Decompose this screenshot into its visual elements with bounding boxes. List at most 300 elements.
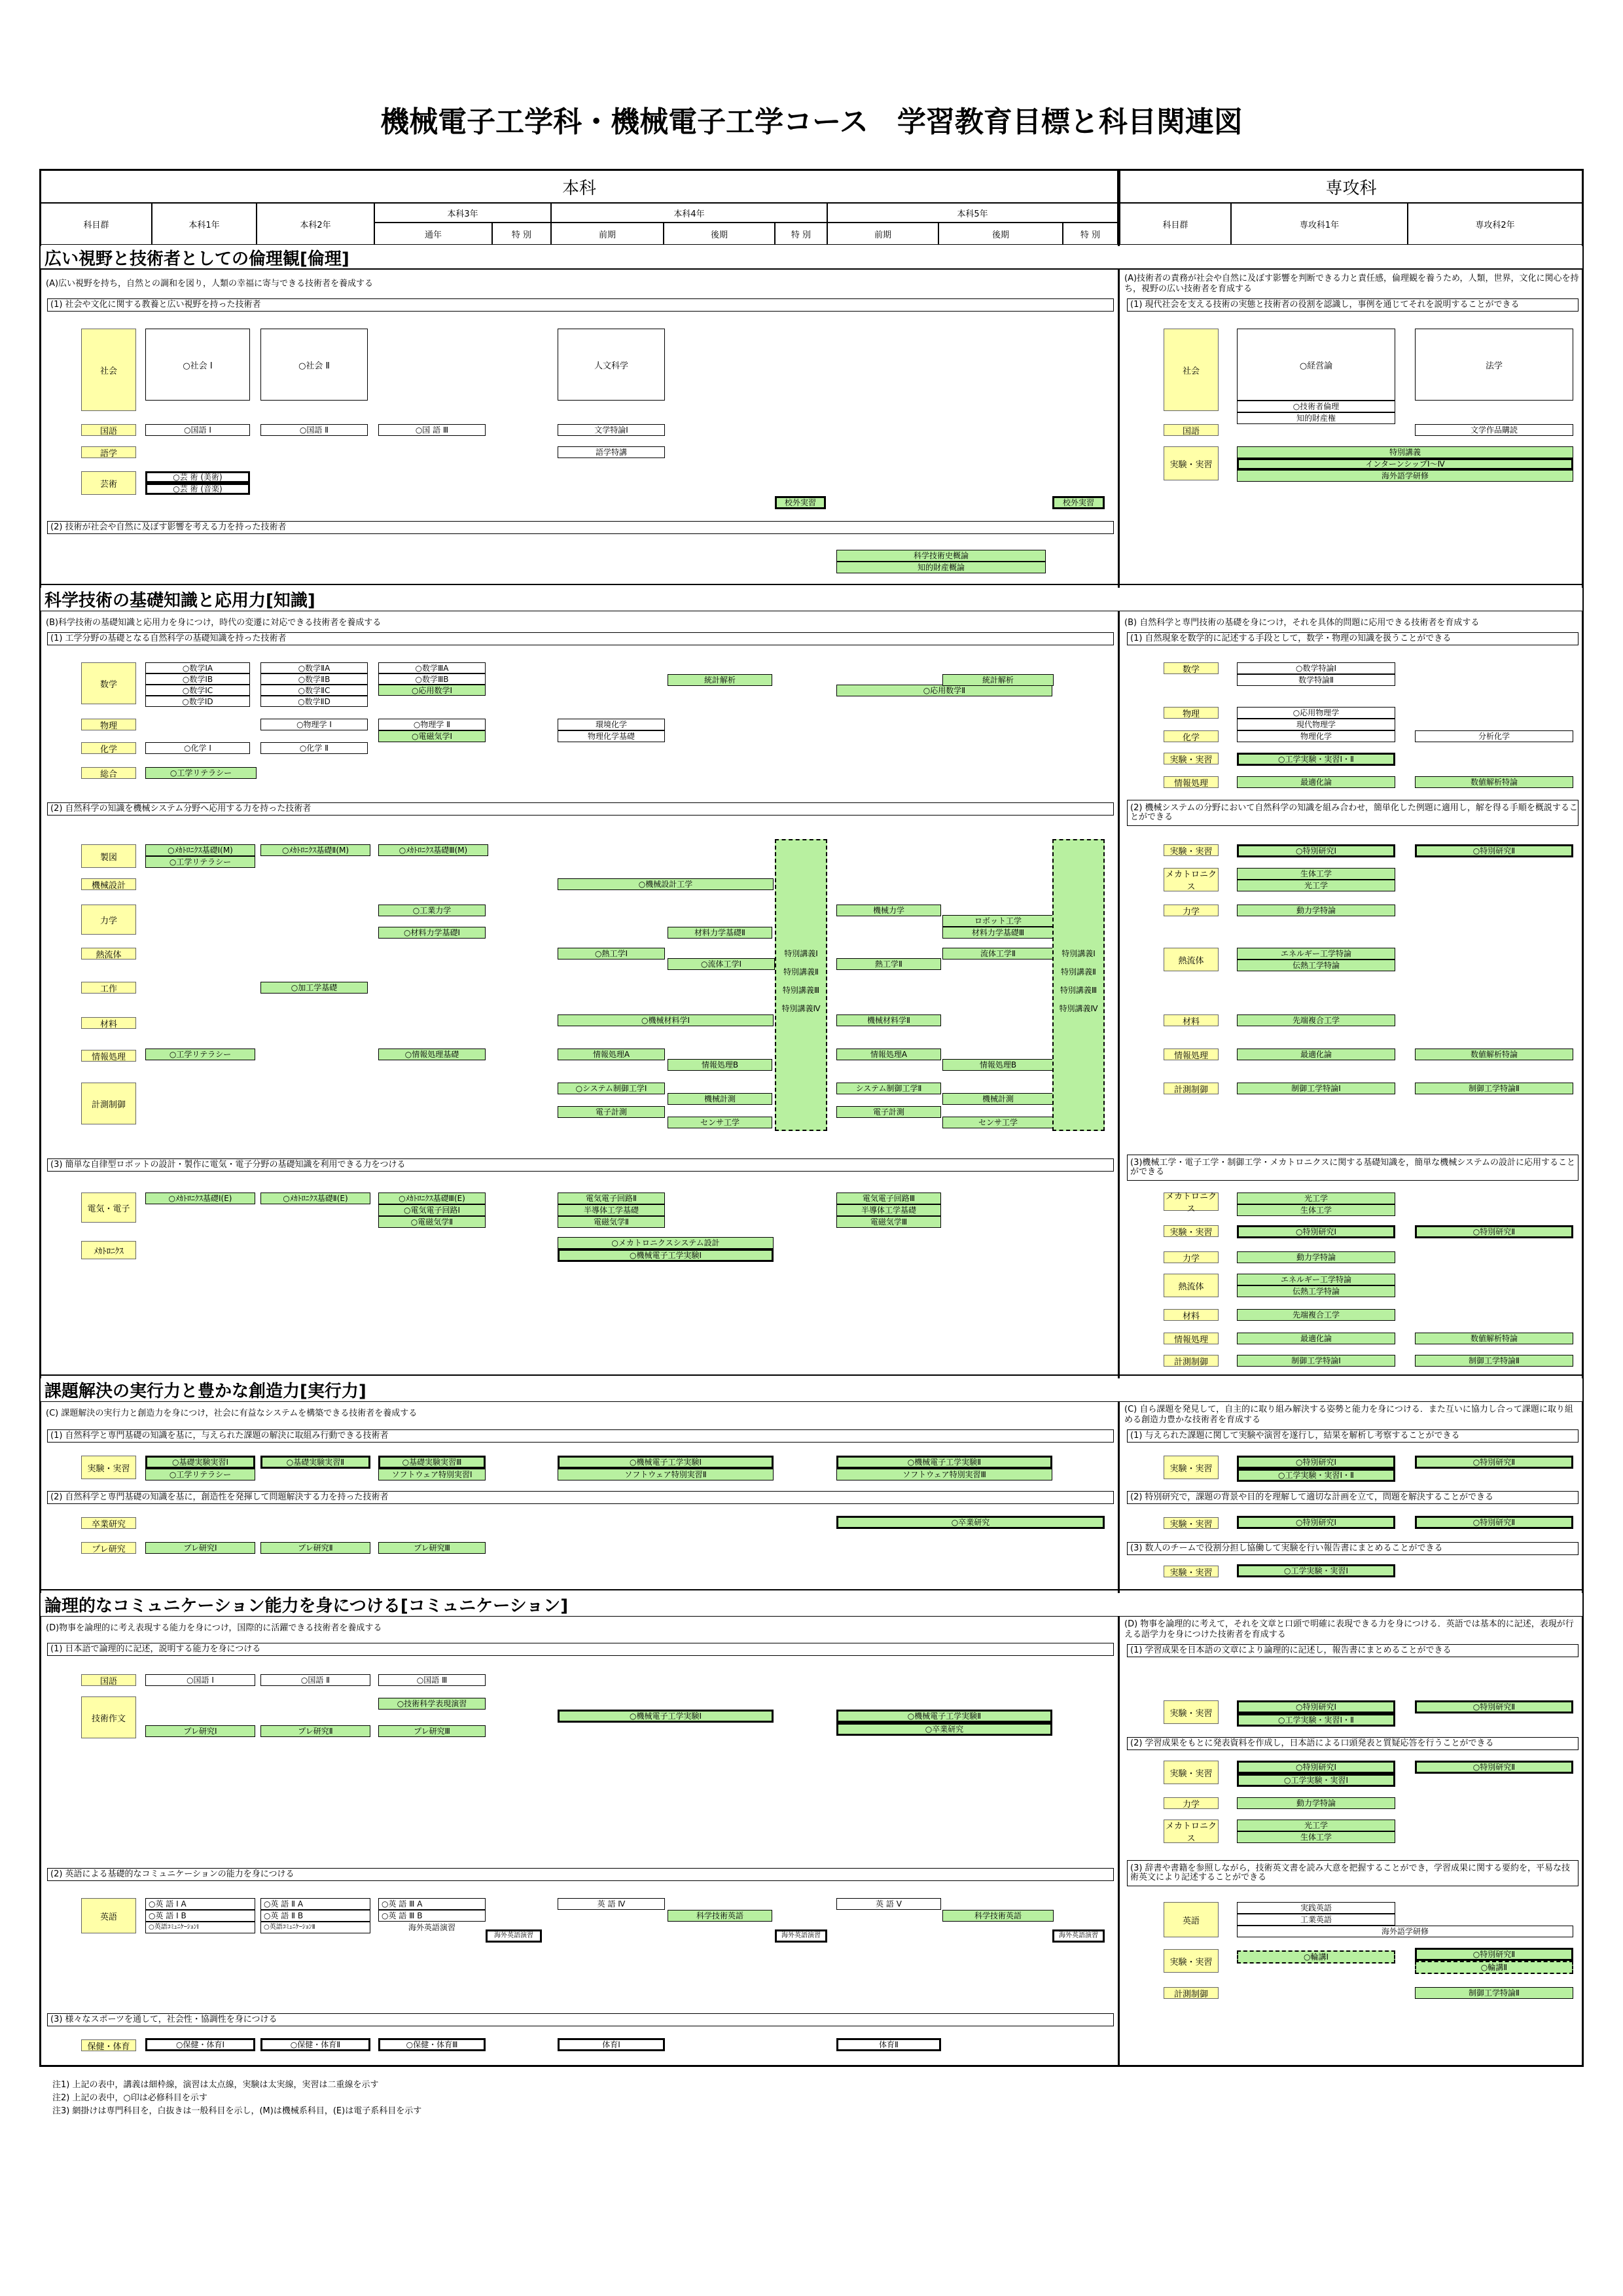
cat-kikai-sekkei: 機械設計 — [81, 878, 136, 890]
course-hikari-d: 光工学 — [1237, 1820, 1395, 1831]
section-b-title-text: 科学技術の基礎知識と応用力[知識] — [45, 591, 315, 611]
course-kogaku-jikken1c: ○工学実験・実習Ⅰ — [1237, 1564, 1395, 1577]
course-tokken2c: ○特別研究Ⅱ — [1415, 1456, 1573, 1469]
course-kogyo-rikigaku: ○工業力学 — [378, 905, 486, 916]
course-kikai-jikken2c: ○機械電子工学実験Ⅱ — [836, 1456, 1052, 1469]
course-kokugo1: ○国語 Ⅰ — [145, 424, 250, 436]
cat-gogaku: 語学 — [81, 446, 136, 458]
section-b-sub2-right: (2) 機械システムの分野において自然科学の知識を組み合わせ，簡単化した例題に適用し，解を得る手順を概説することができる — [1127, 800, 1578, 826]
section-c-sub1-right: (1) 与えられた課題に関して実験や演習を遂行し，結果を解析し考察することができる — [1127, 1429, 1578, 1443]
course-kokugo1d: ○国語 Ⅰ — [145, 1674, 255, 1686]
course-kikai-zairyo2: 機械材料学Ⅱ — [836, 1014, 941, 1026]
course-literacy3: ○工学リテラシー — [145, 1049, 255, 1060]
course-sotsuken: ○卒業研究 — [836, 1516, 1105, 1529]
cat-sugaku-s: 数学 — [1164, 662, 1219, 674]
course-saitekika: 最適化論 — [1237, 776, 1395, 788]
course-eigo1b: ○英 語 Ⅰ B — [145, 1910, 255, 1922]
course-oyo-butsuri: ○応用物理学 — [1237, 707, 1395, 719]
divider — [41, 1374, 1582, 1376]
cat-netsu: 熱流体 — [81, 948, 136, 960]
course-shakai2: ○社会 Ⅱ — [260, 329, 368, 401]
cat-mecha-s: メカトロニクス — [1164, 868, 1219, 891]
section-b-desc-right: (B) 自然科学と専門技術の基礎を身につけ，それを具体的問題に応用できる技術者を育成する — [1124, 618, 1480, 628]
section-b-sub2-left: (2) 自然科学の知識を機械システム分野へ応用する力を持った技術者 — [47, 802, 1114, 816]
cat-joho-s3: 情報処理 — [1164, 1333, 1219, 1344]
course-dennetsu2: 伝熱工学特論 — [1237, 1285, 1395, 1297]
special-lecture-3: 特別講義Ⅲ — [782, 986, 820, 995]
cat-kagaku-s: 化学 — [1164, 730, 1219, 742]
special-lecture-4: 特別講義Ⅳ — [781, 1004, 821, 1013]
cat-jikken-c-s3: 実験・実習 — [1164, 1566, 1219, 1577]
cat-sugaku: 数学 — [81, 662, 136, 704]
section-b-sub1-right: (1) 自然現象を数学的に記述する手段として，数学・物理の知識を扱うことができる — [1127, 632, 1578, 645]
cat-denki: 電気・電子 — [81, 1193, 136, 1223]
section-d-desc-left: (D)物事を論理的に考え表現する能力を身につけ，国際的に活躍できる技術者を養成する — [46, 1623, 382, 1633]
section-d-desc-right: (D) 物事を論理的に考えて，それを文章と口頭で明確に表現できる力を身につける．英語では基本的に記述，表現が行える語学力を身につけた技術者を育成する — [1124, 1619, 1574, 1640]
course-tokubetsu-kogi: 特別講義 — [1237, 446, 1573, 458]
course-eigo-comm2: ○英語ｺﾐｭﾆｹｰｼｮﾝⅡ — [260, 1922, 370, 1933]
header-year4: 本科4年 — [551, 203, 827, 223]
course-robot: ロボット工学 — [942, 915, 1054, 927]
course-netsu2: 熱工学Ⅱ — [836, 958, 941, 970]
course-tokken1d2: ○特別研究Ⅰ — [1237, 1761, 1395, 1774]
course-oyo-math2: ○応用数学Ⅱ — [836, 685, 1052, 696]
header-year3-tsunen: 通年 — [374, 223, 492, 245]
course-doriki-tokuron: 動力学特論 — [1237, 905, 1395, 916]
cat-keisoku-d: 計測制御 — [1164, 1987, 1219, 1999]
course-sentan2: 先端複合工学 — [1237, 1309, 1395, 1321]
special-lecture-4: 特別講義Ⅳ — [1059, 1004, 1098, 1013]
header-year2: 本科2年 — [257, 203, 374, 245]
course-math3a: ○数学ⅢA — [378, 662, 486, 673]
course-pre2d: プレ研究Ⅱ — [260, 1725, 370, 1737]
course-eigo2a: ○英 語 Ⅱ A — [260, 1898, 370, 1910]
section-b-title — [41, 588, 1582, 611]
section-a-sub2-left: (2) 技術が社会や自然に及ぼす影響を考える力を持った技術者 — [47, 521, 1114, 534]
section-b-sub3-left: (3) 簡単な自律型ロボットの設計・製作に電気・電子分野の基礎知識を利用できる力をつける — [47, 1158, 1114, 1172]
section-b-desc-left: (B)科学技術の基礎知識と応用力を身につけ，時代の変遷に対応できる技術者を養成する — [46, 618, 382, 628]
course-tokken1c: ○特別研究Ⅰ — [1237, 1456, 1395, 1469]
cat-rikigaku-s2: 力学 — [1164, 1251, 1219, 1263]
course-math2a: ○数学ⅡA — [260, 662, 368, 673]
course-geijutsu-ongaku: ○芸 術 (音楽) — [145, 483, 250, 495]
course-math2c: ○数学ⅡC — [260, 685, 368, 696]
course-keiei: ○経営論 — [1237, 329, 1395, 401]
course-denshi-keisoku4: 電子計測 — [558, 1106, 665, 1118]
course-ryutai2: 流体工学Ⅱ — [942, 948, 1054, 960]
cat-kousaku: 工作 — [81, 982, 136, 994]
footnotes — [52, 2079, 1230, 2118]
cat-rikigaku-s: 力学 — [1164, 905, 1219, 916]
course-sotsuken-d: ○卒業研究 — [836, 1723, 1052, 1736]
course-tokken1c2: ○特別研究Ⅰ — [1237, 1516, 1395, 1529]
course-kikai-jikken1c: ○機械電子工学実験Ⅰ — [558, 1456, 774, 1469]
header-s2: 専攻科2年 — [1408, 203, 1582, 245]
course-denjiki2b: 電磁気学Ⅱ — [558, 1216, 665, 1228]
section-a-title-text: 広い視野と技術者としての倫理観[倫理] — [45, 249, 349, 269]
cat-jikken-b2: 実験・実習 — [1164, 844, 1219, 856]
course-eigo1a: ○英 語 Ⅰ A — [145, 1898, 255, 1910]
section-a-desc-left: (A)広い視野を持ち，自然との調和を図り，人類の幸福に寄与できる技術者を養成する — [46, 279, 374, 289]
course-kokugo3: ○国 語 Ⅲ — [378, 424, 486, 436]
section-d-sub3-right: (3) 辞書や書籍を参照しながら，技術英文書を読み大意を把握することができ，学習成果に関する要約を，平易な技術英文により記述することができる — [1127, 1860, 1578, 1886]
header-s1: 専攻科1年 — [1231, 203, 1408, 245]
course-denki-kairo2: 電気電子回路Ⅱ — [558, 1193, 665, 1204]
course-tokken2c2: ○特別研究Ⅱ — [1415, 1516, 1573, 1529]
section-c-desc-right: (C) 自ら課題を発見して，自主的に取り組み解決する姿勢と能力を身につける．また互いに協力し合って課題に取り組める創造力豊かな技術者を育成する — [1124, 1405, 1573, 1425]
course-tokken2e: ○特別研究Ⅱ — [1415, 1948, 1573, 1961]
course-doriki2: 動力学特論 — [1237, 1251, 1395, 1263]
cat-shakai-s: 社会 — [1164, 329, 1219, 411]
course-kikai-jikken2d: ○機械電子工学実験Ⅱ — [836, 1710, 1052, 1723]
cat-jikken-c-s2: 実験・実習 — [1164, 1517, 1219, 1529]
course-suchi3: 数値解析特論 — [1415, 1333, 1573, 1344]
header-senkoka: 専攻科 — [1120, 170, 1582, 203]
header-year4-zenki: 前期 — [551, 223, 664, 245]
course-kagaku-eigo4: 科学技術英語 — [668, 1910, 772, 1922]
course-joho-kiso: ○情報処理基礎 — [378, 1049, 486, 1060]
cat-netsu-s2: 熱流体 — [1164, 1274, 1219, 1297]
course-kikai-keisoku5: 機械計測 — [942, 1093, 1054, 1105]
course-sensor5: センサ工学 — [942, 1117, 1054, 1128]
course-literacy4: ○工学リテラシー — [145, 1469, 255, 1480]
course-chiteki: 知的財産権 — [1237, 412, 1395, 424]
special-lecture-1: 特別講義Ⅰ — [784, 949, 818, 958]
divider — [41, 584, 1582, 585]
course-software3: ソフトウェア特別実習Ⅲ — [836, 1469, 1052, 1480]
cat-jikken-b: 実験・実習 — [1164, 753, 1219, 764]
course-handotai5: 半導体工学基礎 — [836, 1204, 941, 1216]
course-kokugo3d: ○国語 Ⅲ — [378, 1674, 486, 1686]
course-energy2: エネルギー工学特論 — [1237, 1274, 1395, 1285]
section-a-title — [41, 246, 1582, 270]
course-zairiki3: 材料力学基礎Ⅲ — [942, 927, 1054, 939]
course-kankyo-kagaku: 環境化学 — [558, 719, 665, 730]
course-math1b: ○数学ⅠB — [145, 673, 250, 685]
course-taiiku5: 体育Ⅱ — [836, 2038, 941, 2051]
course-doriki-d: 動力学特論 — [1237, 1797, 1395, 1809]
footnote-1: 注1) 上記の表中，講義は細枠線，演習は太点線，実験は太実線，実習は二重線を示す — [52, 2080, 379, 2090]
course-energy: エネルギー工学特論 — [1237, 948, 1395, 960]
course-dennetsu: 伝熱工学特論 — [1237, 960, 1395, 971]
course-seitai2: 生体工学 — [1237, 1204, 1395, 1216]
course-tokken1d: ○特別研究Ⅰ — [1237, 1700, 1395, 1713]
header-kamokugun: 科目群 — [41, 203, 152, 245]
cat-geijutsu: 芸術 — [81, 471, 136, 495]
course-joho-a5: 情報処理A — [836, 1049, 941, 1060]
course-kikai-jikken1d: ○機械電子工学実験Ⅰ — [558, 1710, 774, 1723]
course-tokken2d2: ○特別研究Ⅱ — [1415, 1761, 1573, 1774]
cat-rikigaku: 力学 — [81, 905, 136, 935]
course-kagaku-shi: 科学技術史概論 — [836, 550, 1046, 562]
course-geijutsu-bijutsu: ○芸 術 (美術) — [145, 471, 250, 483]
course-kogai2: 校外実習 — [1052, 496, 1105, 509]
special-lecture-column-4 — [775, 839, 827, 1131]
cat-joho-s2: 情報処理 — [1164, 1049, 1219, 1060]
course-kiso-jikken1: ○基礎実験実習Ⅰ — [145, 1456, 255, 1469]
cat-butsuri-s: 物理 — [1164, 707, 1219, 719]
section-d-sub2-right: (2) 学習成果をもとに発表資料を作成し，日本語による口頭発表と質疑応答を行うことができる — [1127, 1737, 1578, 1750]
course-kogaku-literacy2: ○工学リテラシー — [145, 856, 255, 868]
course-taiiku3: ○保健・体育Ⅲ — [378, 2038, 486, 2051]
cat-keisoku-s: 計測制御 — [1164, 1083, 1219, 1094]
course-tokken1b: ○特別研究Ⅰ — [1237, 1225, 1395, 1238]
cat-kokugo: 国語 — [81, 424, 136, 436]
course-zairiki1: ○材料力学基礎Ⅰ — [378, 927, 486, 939]
divider — [41, 268, 1582, 269]
course-pre2: プレ研究Ⅱ — [260, 1542, 370, 1554]
cat-eigo: 英語 — [81, 1898, 136, 1933]
section-d-title — [41, 1593, 1582, 1617]
header-year5: 本科5年 — [827, 203, 1118, 223]
cat-kokugo-d: 国語 — [81, 1674, 136, 1686]
course-chiteki-gairon: 知的財産概論 — [836, 562, 1046, 573]
cat-jikken-c-s: 実験・実習 — [1164, 1456, 1219, 1479]
course-gijutsusha-rinri: ○技術者倫理 — [1237, 401, 1395, 412]
cat-mecha-d: メカトロニクス — [1164, 1820, 1219, 1843]
course-kagaku-eigo5: 科学技術英語 — [942, 1910, 1054, 1922]
course-handotai4: 半導体工学基礎 — [558, 1204, 665, 1216]
header-year1: 本科1年 — [152, 203, 257, 245]
course-kikai-zairyo1: ○機械材料学Ⅰ — [558, 1014, 774, 1026]
cat-sotsuken: 卒業研究 — [81, 1517, 136, 1529]
cat-sogo: 総合 — [81, 767, 136, 779]
course-saitekika3: 最適化論 — [1237, 1333, 1395, 1344]
course-kogaku-literacy: ○工学リテラシー — [145, 767, 257, 779]
course-eigo4: 英 語 Ⅳ — [558, 1898, 665, 1910]
course-seigyo2b: 制御工学特論Ⅱ — [1415, 1355, 1573, 1367]
course-math2b: ○数学ⅡB — [260, 673, 368, 685]
header-year3-tokubetsu: 特 別 — [492, 223, 551, 245]
cat-jikken-b3: 実験・実習 — [1164, 1225, 1219, 1237]
course-denjiki1: ○電磁気学Ⅰ — [378, 730, 486, 742]
course-sentan: 先端複合工学 — [1237, 1014, 1395, 1026]
section-d-sub3-left: (3) 様々なスポーツを通して，社会性・協調性を身につける — [47, 2013, 1114, 2026]
special-lecture-column-5 — [1052, 839, 1105, 1131]
course-kagaku1: ○化学 Ⅰ — [145, 742, 250, 754]
course-shakai1: ○社会 Ⅰ — [145, 329, 250, 401]
special-lecture-2: 特別講義Ⅱ — [783, 967, 819, 977]
course-mecha-kiso3e: ○ﾒｶﾄﾛﾆｸｽ基礎Ⅲ(E) — [378, 1193, 486, 1204]
course-tokei1: 統計解析 — [668, 674, 772, 686]
course-denshi-keisoku5: 電子計測 — [836, 1106, 941, 1118]
divider — [41, 1589, 1582, 1590]
cat-kokugo-s: 国語 — [1164, 424, 1219, 436]
course-kokugo2d: ○国語 Ⅱ — [260, 1674, 370, 1686]
cat-joho: 情報処理 — [81, 1050, 136, 1062]
footnote-3: 注3) 網掛けは専門科目を，白抜きは一般科目を示し，(M)は機械系科目，(E)は電子系科目を示す — [52, 2106, 422, 2116]
cat-pre: プレ研究 — [81, 1542, 136, 1554]
section-a-desc-right: (A)技術者の責務が社会や自然に及ぼす影響を判断できる力と責任感，倫理観を養うため，人類，世界，文化に関心を持ち，視野の広い技術者を育成する — [1124, 274, 1579, 294]
course-sensor4: センサ工学 — [668, 1117, 772, 1128]
header-honka: 本科 — [41, 170, 1118, 203]
header-year4-kouki: 後期 — [664, 223, 775, 245]
course-seigyo-tokuron1: 制御工学特論Ⅰ — [1237, 1083, 1395, 1094]
course-kikai-keisoku4: 機械計測 — [668, 1093, 772, 1105]
cat-hoken: 保健・体育 — [81, 2039, 136, 2051]
column-divider — [1118, 169, 1120, 2067]
section-a-sub1-right: (1) 現代社会を支える技術の実態と技術者の役割を認識し，事例を通じてそれを説明することができる — [1127, 298, 1578, 312]
cat-shakai: 社会 — [81, 329, 136, 411]
course-jissen-eigo: 実践英語 — [1237, 1902, 1395, 1914]
course-seigyo1b: 制御工学特論Ⅰ — [1237, 1355, 1395, 1367]
course-denjiki2: ○電磁気学Ⅱ — [378, 1216, 486, 1228]
course-bungaku-kodoku: 文学作品購読 — [1415, 424, 1573, 436]
course-kogaku-jikken-d: ○工学実験・実習Ⅰ・Ⅱ — [1237, 1713, 1395, 1727]
section-b-sub1-left: (1) 工学分野の基礎となる自然科学の基礎知識を持った技術者 — [47, 632, 1114, 645]
course-eigo2b: ○英 語 Ⅱ B — [260, 1910, 370, 1922]
course-software1: ソフトウェア特別実習Ⅰ — [378, 1469, 486, 1480]
course-kikai-rikigaku: 機械力学 — [836, 905, 941, 916]
course-sys-seigyo2: システム制御工学Ⅱ — [836, 1083, 941, 1094]
course-kiso-jikken3: ○基礎実験実習Ⅲ — [378, 1456, 486, 1469]
cat-jikken-d: 実験・実習 — [1164, 1700, 1219, 1724]
section-c-sub2-left: (2) 自然科学と専門基礎の知識を基に，創造性を発揮して問題解決する力を持った技術者 — [47, 1491, 1114, 1504]
course-mecha-kiso1e: ○ﾒｶﾄﾛﾆｸｽ基礎Ⅰ(E) — [145, 1193, 255, 1204]
header-year4-tokubetsu: 特 別 — [775, 223, 827, 245]
course-internship: インターンシップⅠ～Ⅳ — [1237, 458, 1573, 470]
course-tokken1: ○特別研究Ⅰ — [1237, 844, 1395, 857]
cat-zairyo-s2: 材料 — [1164, 1309, 1219, 1321]
cat-butsuri: 物理 — [81, 719, 136, 730]
course-denki-kairo1: ○電気電子回路Ⅰ — [378, 1204, 486, 1216]
course-taiiku4: 体育Ⅰ — [558, 2038, 665, 2051]
section-c-sub2-right: (2) 特別研究で，課題の背景や目的を理解して適切な計画を立て，問題を解決することができる — [1127, 1491, 1578, 1504]
course-math2d: ○数学ⅡD — [260, 696, 368, 707]
course-bunseki: 分析化学 — [1415, 730, 1573, 742]
section-d-title-text: 論理的なコミュニケーション能力を身につける[コミュニケーション] — [45, 1596, 569, 1616]
course-denjiki3: 電磁気学Ⅲ — [836, 1216, 941, 1228]
course-taiiku1: ○保健・体育Ⅰ — [145, 2038, 255, 2051]
header-year5-zenki: 前期 — [827, 223, 938, 245]
course-eigo-comm1: ○英語ｺﾐｭﾆｹｰｼｮﾝⅠ — [145, 1922, 255, 1933]
course-bungaku: 文学特論Ⅰ — [558, 424, 665, 436]
course-jinbun: 人文科学 — [558, 329, 665, 401]
course-pre1: プレ研究Ⅰ — [145, 1542, 255, 1554]
course-oyo-math1: ○応用数学Ⅰ — [378, 685, 486, 696]
section-c-title-text: 課題解決の実行力と豊かな創造力[実行力] — [45, 1382, 366, 1401]
course-kikai-denshi-jikken1: ○機械電子工学実験Ⅰ — [558, 1249, 774, 1262]
course-kaigai-eigo3: 海外英語演習 — [378, 1922, 486, 1933]
cat-rikigaku-d: 力学 — [1164, 1797, 1219, 1809]
course-kogyo-eigo: 工業英語 — [1237, 1914, 1395, 1926]
course-software2: ソフトウェア特別実習Ⅱ — [558, 1469, 774, 1480]
course-saitekika2: 最適化論 — [1237, 1049, 1395, 1060]
course-seigyo2d: 制御工学特論Ⅱ — [1415, 1987, 1573, 1999]
header-s-kamokugun: 科目群 — [1120, 203, 1231, 245]
course-kogaku-jikken-c: ○工学実験・実習Ⅰ・Ⅱ — [1237, 1469, 1395, 1482]
course-pre3: プレ研究Ⅲ — [378, 1542, 486, 1554]
course-kakogaku: ○加工学基礎 — [260, 982, 368, 994]
course-ryutai1: ○流体工学Ⅰ — [668, 958, 775, 970]
course-joho-b4: 情報処理B — [668, 1059, 772, 1071]
course-eigo5: 英 語 Ⅴ — [836, 1898, 941, 1910]
course-seitai: 生体工学 — [1237, 868, 1395, 880]
page-title: 機械電子工学科・機械電子工学コース 学習教育目標と科目関連図 — [380, 105, 1243, 139]
cat-zairyo: 材料 — [81, 1017, 136, 1029]
course-mecha-kiso2m: ○ﾒｶﾄﾛﾆｸｽ基礎Ⅱ(M) — [260, 844, 370, 856]
course-hikari: 光工学 — [1237, 880, 1395, 891]
cat-jikken-d2: 実験・実習 — [1164, 1761, 1219, 1784]
cat-mecha-s2: メカトロニクス — [1164, 1193, 1219, 1211]
course-math1a: ○数学ⅠA — [145, 662, 250, 673]
section-a-sub1-left: (1) 社会や文化に関する教養と広い視野を持った技術者 — [47, 298, 1114, 312]
special-lecture-2: 特別講義Ⅱ — [1061, 967, 1096, 977]
course-hougaku: 法学 — [1415, 329, 1573, 401]
course-eigo3b: ○英 語 Ⅲ B — [378, 1910, 486, 1922]
course-math1d: ○数学ⅠD — [145, 696, 250, 707]
course-suchi-kaiseki: 数値解析特論 — [1415, 776, 1573, 788]
course-pre3d: プレ研究Ⅲ — [378, 1725, 486, 1737]
course-kaigai-eigo-b: 海外英語演習 — [775, 1929, 827, 1943]
course-math-tokuron1: ○数学特論Ⅰ — [1237, 662, 1395, 674]
cat-mecha: ﾒｶﾄﾛﾆｸｽ — [81, 1241, 136, 1259]
section-d-sub1-left: (1) 日本語で論理的に記述，説明する能力を身につける — [47, 1643, 1114, 1656]
course-taiiku2: ○保健・体育Ⅱ — [260, 2038, 370, 2051]
special-lecture-1: 特別講義Ⅰ — [1061, 949, 1096, 958]
course-kaigai-eigo-c: 海外英語演習 — [1052, 1929, 1105, 1943]
course-math1c: ○数学ⅠC — [145, 685, 250, 696]
cat-kagaku: 化学 — [81, 742, 136, 754]
course-kokugo2: ○国語 Ⅱ — [260, 424, 368, 436]
course-math3b: ○数学ⅢB — [378, 673, 486, 685]
course-pre1d: プレ研究Ⅰ — [145, 1725, 255, 1737]
cat-keisoku: 計測制御 — [81, 1083, 136, 1124]
cat-joho-s: 情報処理 — [1164, 776, 1219, 788]
course-hikari2: 光工学 — [1237, 1193, 1395, 1204]
special-lecture-3: 特別講義Ⅲ — [1060, 986, 1097, 995]
cat-keisoku-s2: 計測制御 — [1164, 1355, 1219, 1367]
course-kiso-jikken2: ○基礎実験実習Ⅱ — [260, 1456, 370, 1469]
cat-jikken-c: 実験・実習 — [81, 1456, 136, 1479]
cat-gijutsu: 技術作文 — [81, 1696, 136, 1738]
course-sys-seigyo1: ○システム制御工学Ⅰ — [558, 1083, 665, 1094]
course-eigo3a: ○英 語 Ⅲ A — [378, 1898, 486, 1910]
course-zairiki2: 材料力学基礎Ⅱ — [668, 927, 772, 939]
course-seigyo-tokuron2: 制御工学特論Ⅱ — [1415, 1083, 1573, 1094]
cat-zairyo-s: 材料 — [1164, 1014, 1219, 1026]
section-c-sub3-right: (3) 数人のチームで役割分担し協働して実験を行い報告書にまとめることができる — [1127, 1542, 1578, 1555]
course-joho-a4: 情報処理A — [558, 1049, 665, 1060]
course-rinko2: ○輪講Ⅱ — [1415, 1961, 1573, 1974]
course-mecha-kiso1m: ○ﾒｶﾄﾛﾆｸｽ基礎Ⅰ(M) — [145, 844, 255, 856]
course-butsuri-kagaku: 物理化学 — [1237, 730, 1395, 742]
course-math-tokuron2: 数学特論Ⅱ — [1237, 674, 1395, 686]
course-tokken2b: ○特別研究Ⅱ — [1415, 1225, 1573, 1238]
course-gijutsu-hyogen: ○技術科学表現演習 — [378, 1698, 486, 1710]
cat-eigo-s: 英語 — [1164, 1902, 1219, 1937]
course-tokken2d: ○特別研究Ⅱ — [1415, 1700, 1573, 1713]
section-c-sub1-left: (1) 自然科学と専門基礎の知識を基に，与えられた課題の解決に取組み行動できる技術者 — [47, 1429, 1114, 1443]
header-year3: 本科3年 — [374, 203, 551, 223]
course-kaigai-gogaku2: 海外語学研修 — [1237, 1926, 1573, 1937]
course-mecha-kiso2e: ○ﾒｶﾄﾛﾆｸｽ基礎Ⅱ(E) — [260, 1193, 370, 1204]
section-d-sub1-right: (1) 学習成果を日本語の文章により論理的に記述し，報告書にまとめることができる — [1127, 1644, 1578, 1657]
course-mecha-sys-sekkei: ○メカトロニクスシステム設計 — [558, 1237, 774, 1249]
header-year5-tokubetsu: 特 別 — [1063, 223, 1118, 245]
course-phys2: ○物理学 Ⅱ — [378, 719, 486, 730]
course-kaigai-gogaku: 海外語学研修 — [1237, 470, 1573, 482]
cat-jikken-d3: 実験・実習 — [1164, 1949, 1219, 1973]
course-kagaku2: ○化学 Ⅱ — [260, 742, 368, 754]
course-tokei2: 統計解析 — [942, 674, 1054, 686]
section-d-sub2-left: (2) 英語による基礎的なコミュニケーションの能力を身につける — [47, 1868, 1114, 1881]
cat-netsu-s: 熱流体 — [1164, 948, 1219, 971]
course-kogaku-jikken: ○工学実験・実習Ⅰ・Ⅱ — [1237, 753, 1395, 766]
course-gogaku-tokko: 語学特講 — [558, 446, 665, 458]
cat-jikken-a: 実験・実習 — [1164, 446, 1219, 480]
course-butsuri-kagaku-kiso: 物理化学基礎 — [558, 730, 665, 742]
